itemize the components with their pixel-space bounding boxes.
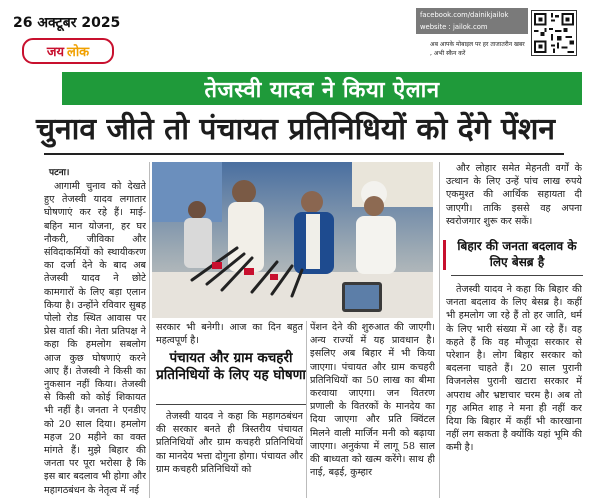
logo-sub-text: लोक: [67, 45, 90, 60]
article-column-2b: [156, 410, 303, 498]
article-column-1: [44, 180, 146, 498]
dateline: पटना।: [49, 168, 70, 178]
column-4b-text: तेजस्वी यादव ने कहा कि बिहार की जनता बदलाव के लिए बेसब्र है। कहीं भी हमलोग जा रहे हैं तो हर जाति, धर्म के लिए भारी संख्या में आ रहे हैं। वह कहते हैं कि वह मौजूदा सरकार से परेशान है। लोग बिहार सरकार को बदलना चाहते हैं। 20 साल पुरानी विजनलेस पुरानी खटारा सरकार में अपराध और भ्रष्टाचार चरम है। अब तो गृह अमित शाह ने मना ही नहीं कर दिया कि बिहार में कहीं भी कारखाना नहीं लग सकता है क्योंकि यहां भूमि की कमी है।: [446, 284, 582, 454]
headline-rule: [44, 153, 564, 155]
logo-main-text: जय: [46, 45, 64, 60]
column-1-text: आगामी चुनाव को देखते हुए तेजस्वी यादव लगातार घोषणाएं कर रहे हैं। माई-बहिन मान योजना, हर घर नौकरी, जीविका और संविदाकर्मियों को स्थायीकरण का दर्जा देने के बाद अब तेजस्वी यादव ने छोटे कामगारों के लिए बड़ा एलान किया है। उन्होंने रविवार सुबह पोलो रोड स्थित आवास पर प्रेस वार्ता की। नेता प्रतिपक्ष ने कहा कि हमलोग सबलोग आज कुछ घोषणाएं करने आए हैं। तेजस्वी ने किसी का नुकसान नहीं किया। तेजस्वी से किसी को कोई शिकायत भी नहीं है। जनता ने एनडीए को 20 साल दिया। हमलोग महज 20 महीने का वक्त मांगते हैं। मुझे बिहार की जनता पर पूरा भरोसा है कि इस बार बदलाव भी होगा और महागठबंधन के नेतृत्व में नई: [44, 181, 146, 496]
masthead: [0, 0, 591, 66]
article-column-4b: [446, 283, 582, 498]
top-banner: तेजस्वी यादव ने किया ऐलान: [62, 72, 582, 105]
column-divider: [439, 162, 440, 498]
column-2b-text: तेजस्वी यादव ने कहा कि महागठबंधन की सरकार बनते ही त्रिस्तरीय पंचायत प्रतिनिधियों और ग्राम कचहरी प्रतिनिधियों का मानदेय भत्ता दोगुना होगा। पंचायत और ग्राम कचहरी प्रतिनिधियों को: [156, 411, 303, 475]
column-divider: [149, 162, 150, 498]
scan-note: अब आपके मोबाइल पर हर ताजातरीन खबर , अभी स्कैन करें: [430, 41, 525, 57]
press-conference-photo: [152, 162, 433, 318]
social-links-box: [416, 8, 528, 34]
main-headline: चुनाव जीते तो पंचायत प्रतिनिधियों को देंगे पेंशन: [35, 112, 556, 147]
subheading-rule: [451, 275, 583, 276]
newspaper-logo[interactable]: [22, 38, 114, 64]
subheading-panchayat: पंचायत और ग्राम कचहरी प्रतिनिधियों के लिए यह घोषणा: [156, 350, 306, 383]
column-3-text: पेंशन देने की शुरुआत की जाएगी। अन्य राज्यों में यह प्रावधान है। इसलिए अब बिहार में भी किया जाएगा। पंचायत और ग्राम कचहरी प्रतिनिधियों का 50 लाख का बीमा करवाया जाएगा। जन वितरण प्रणाली के वितरकों के मानदेय का दिया जाएगा और प्रति क्विंटल मिलने वाली मार्जिन मनी को बढ़ाया जाएगा। अनुकंपा में लागू 58 साल की बाध्यता को खत्म करेंगे। साथ ही नाई, बढ़ई, कुम्हार: [310, 322, 435, 479]
facebook-link[interactable]: facebook.com/dainikjailok: [420, 11, 509, 19]
website-link[interactable]: website : jailok.com: [420, 23, 488, 31]
subheading-accent-bar: [443, 240, 446, 270]
column-2a-text: सरकार भी बनेगी। आज का दिन बहुत महत्वपूर्ण है।: [156, 322, 303, 347]
subheading-bihar-change: बिहार की जनता बदलाव के लिए बेसब्र है: [457, 239, 577, 269]
article-column-2a: [156, 321, 303, 349]
article-column-4a: [446, 162, 582, 234]
article-column-3: [310, 321, 435, 498]
issue-date: 26 अक्टूबर 2025: [13, 15, 121, 31]
column-divider: [306, 321, 307, 498]
subheading-rule: [156, 404, 306, 405]
qr-code-icon[interactable]: [531, 10, 577, 56]
column-4a-text: और लोहार समेत मेहनती वर्गों के उत्थान के लिए उन्हें पांच लाख रुपये एकमुश्त की आर्थिक सहायता दी जाएगी। ताकि इससे वह अपना स्वरोजगार शुरू कर सकें।: [446, 163, 582, 227]
